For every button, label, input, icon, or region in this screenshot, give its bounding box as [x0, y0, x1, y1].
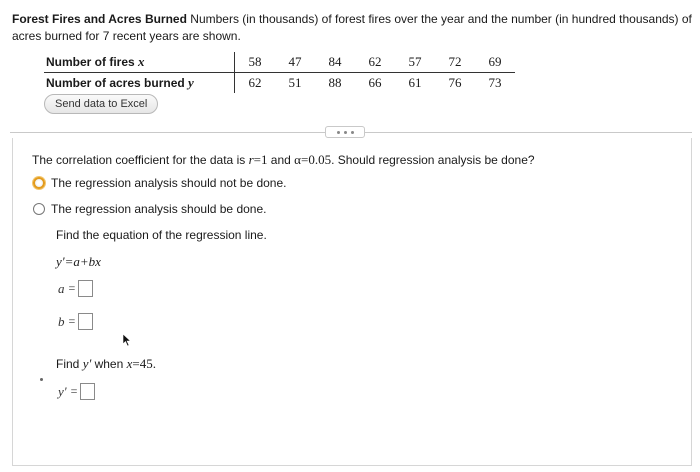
- row-variable: x: [138, 54, 145, 69]
- a-answer-input[interactable]: [78, 280, 93, 297]
- table-row-fires: [44, 52, 515, 73]
- math-symbol: r: [248, 152, 254, 167]
- table-cell: 73: [488, 75, 502, 90]
- math-expression: =a+bx: [64, 254, 101, 269]
- table-cell: 66: [368, 75, 382, 90]
- table-cell: 57: [395, 52, 435, 73]
- equals-sign: =: [68, 281, 76, 295]
- math-symbol: y': [82, 356, 92, 371]
- row-header-fires: [44, 52, 234, 73]
- math-expression: =45.: [132, 356, 156, 371]
- b-label: b: [58, 313, 65, 329]
- table-row-acres: [44, 73, 515, 94]
- problem-description: Numbers (in thousands) of forest fires over the year and the number (in hundred thousands) of acres burned for 7 recent years are shown.: [12, 12, 692, 43]
- question-part: and: [267, 153, 295, 167]
- table-cell: 84: [315, 52, 355, 73]
- equals-sign: =: [68, 314, 76, 328]
- instruction-part: when: [91, 357, 127, 371]
- a-answer-row: [58, 280, 93, 297]
- question-part: . Should regression analysis be done?: [331, 153, 535, 167]
- problem-title: Forest Fires and Acres Burned: [12, 12, 187, 26]
- y-prime-answer-input[interactable]: [80, 383, 95, 400]
- send-to-excel-button[interactable]: Send data to Excel: [44, 94, 158, 114]
- problem-intro: [12, 11, 692, 45]
- row-variable: y: [188, 75, 194, 90]
- regression-equation: [56, 253, 101, 271]
- radio-selected-icon[interactable]: [33, 177, 45, 189]
- math-expression: =0.05: [300, 152, 332, 167]
- table-cell: 72: [435, 52, 475, 73]
- table-cell: 58: [235, 52, 275, 73]
- bullet-dot: [40, 378, 43, 381]
- table-cell: 47: [275, 52, 315, 73]
- radio-icon[interactable]: [33, 203, 45, 215]
- table-cell: 69: [475, 52, 515, 73]
- table-cell: 76: [448, 75, 462, 90]
- math-symbol: x: [126, 356, 133, 371]
- instruction-part: Find: [56, 357, 83, 371]
- expand-handle-icon[interactable]: [325, 126, 365, 138]
- row-label: Number of fires: [46, 55, 139, 69]
- question-part: The correlation coefficient for the data is: [32, 153, 249, 167]
- option-not-done[interactable]: [33, 176, 286, 190]
- a-label: a: [58, 280, 65, 296]
- question-text: [32, 152, 535, 168]
- mouse-cursor-icon: [122, 333, 132, 347]
- option-label: The regression analysis should not be done.: [51, 176, 287, 190]
- table-cell: 62: [248, 75, 262, 90]
- data-table: [44, 52, 515, 93]
- math-expression: y': [56, 254, 65, 269]
- option-label: The regression analysis should be done.: [51, 202, 267, 216]
- prediction-instruction: [56, 356, 156, 372]
- row-header-acres: [44, 73, 234, 94]
- equals-sign: =: [70, 384, 78, 398]
- option-done[interactable]: [33, 202, 266, 216]
- table-cell: 62: [355, 52, 395, 73]
- y-prime-label: y': [58, 383, 67, 399]
- table-cell: 61: [408, 75, 422, 90]
- table-cell: 51: [288, 75, 302, 90]
- b-answer-row: [58, 313, 93, 330]
- table-cell: 88: [328, 75, 342, 90]
- y-prime-answer-row: [58, 383, 95, 400]
- row-label: Number of acres burned: [46, 76, 189, 90]
- math-expression: =1: [253, 152, 268, 167]
- b-answer-input[interactable]: [78, 313, 93, 330]
- math-symbol: α: [294, 152, 301, 167]
- regression-instruction: Find the equation of the regression line.: [56, 228, 267, 242]
